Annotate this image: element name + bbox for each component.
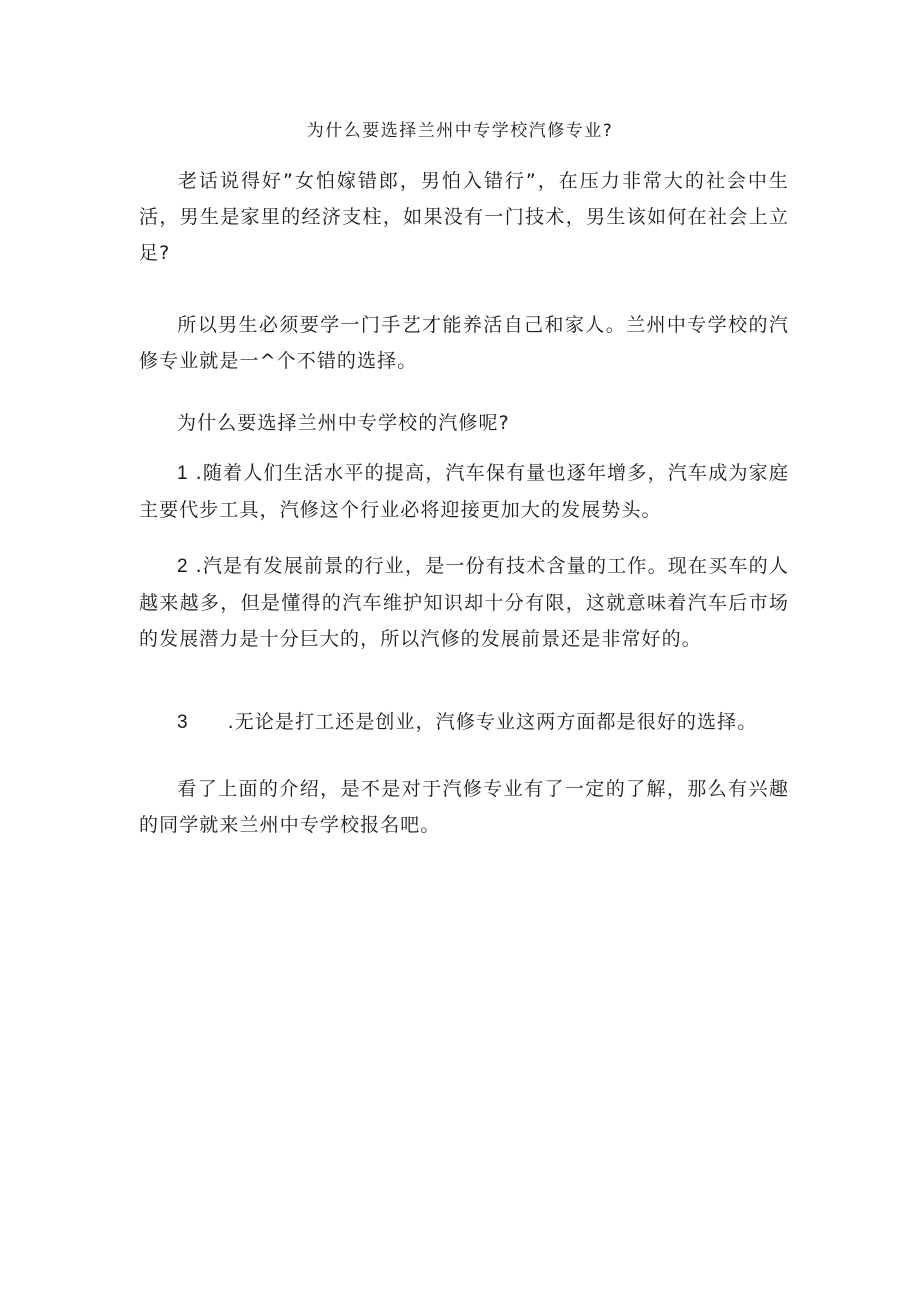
list-item-1-number: 1 [177, 463, 188, 484]
list-item-2 [139, 548, 789, 657]
document-title: 为什么要选择兰州中专学校汽修专业? [306, 121, 614, 141]
list-item-2-text: .汽是有发展前景的行业，是一份有技术含量的工作。现在买车的人越来越多，但是懂得的汽车维护知识却十分有限，这就意味着汽车后市场的发展潜力是十分巨大的，所以汽修的发展前景还是非常好的。 [139, 555, 789, 650]
paragraph-question [139, 405, 789, 441]
list-item-3 [139, 704, 789, 741]
paragraph-recommendation-text: 所以男生必须要学一门手艺才能养活自己和家人。兰州中专学校的汽修专业就是一^个不错的选择。 [139, 314, 789, 372]
paragraph-question-text: 为什么要选择兰州中专学校的汽修呢? [177, 412, 510, 434]
paragraph-intro [139, 163, 789, 271]
list-item-3-text: .无论是打工还是创业，汽修专业这两方面都是很好的选择。 [227, 711, 758, 733]
list-item-3-number: 3 [177, 712, 188, 733]
list-item-2-number: 2 [177, 556, 188, 577]
list-item-1-text: .随着人们生活水平的提高，汽车保有量也逐年增多，汽车成为家庭主要代步工具，汽修这个行业必将迎接更加大的发展势头。 [139, 462, 789, 521]
paragraph-recommendation [139, 307, 789, 379]
paragraph-intro-text: 老话说得好”女怕嫁错郎，男怕入错行”，在压力非常大的社会中生活，男生是家里的经济支柱，如果没有一门技术，男生该如何在社会上立足? [139, 170, 789, 264]
paragraph-conclusion [139, 771, 789, 843]
paragraph-conclusion-text: 看了上面的介绍，是不是对于汽修专业有了一定的了解，那么有兴趣的同学就来兰州中专学校报名吧。 [139, 778, 789, 836]
list-item-1 [139, 455, 789, 528]
